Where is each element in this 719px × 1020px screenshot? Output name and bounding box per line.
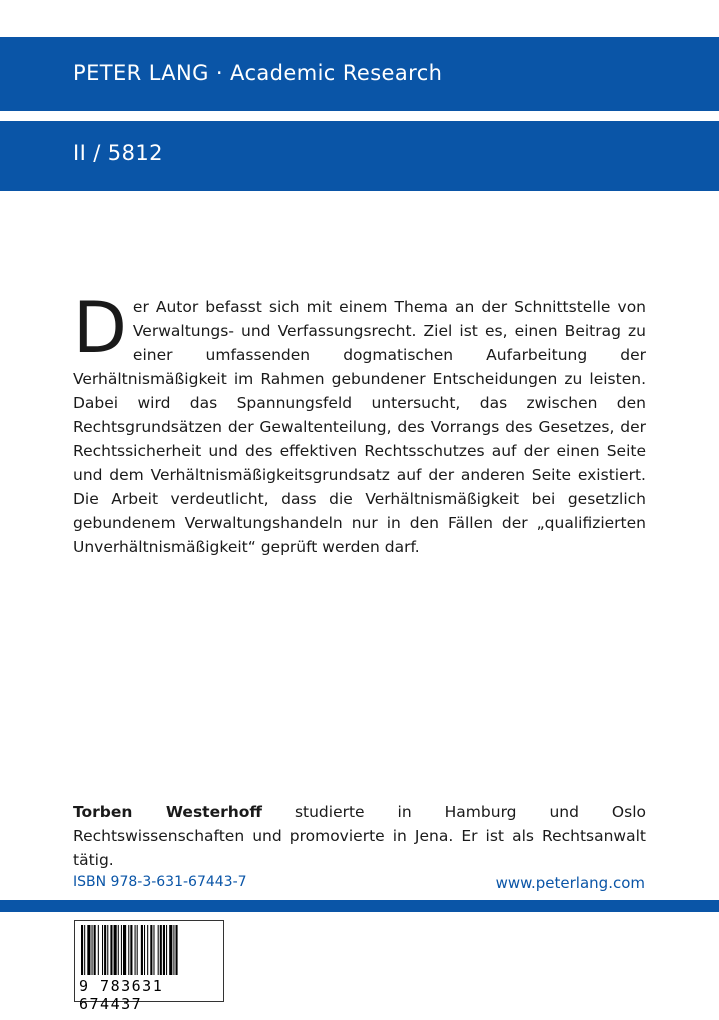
barcode-bar: [110, 925, 112, 975]
footer-band: [0, 900, 719, 912]
barcode-bar: [92, 925, 93, 975]
drop-cap: D: [73, 287, 127, 369]
series-number: II / 5812: [73, 141, 163, 165]
barcode-bar: [166, 925, 167, 975]
website-link[interactable]: www.peterlang.com: [495, 874, 645, 892]
barcode-bar: [137, 925, 138, 975]
author-bio-text: studierte in Hamburg und Oslo Rechtswissenschaften und promovierte in Jena. Er ist als Rechtsanwalt tätig.: [73, 803, 646, 869]
barcode-bar: [123, 925, 126, 975]
barcode-bar: [147, 925, 148, 975]
blurb-text: er Autor befasst sich mit einem Thema an der Schnittstelle von Verwaltungs- und Verfassungsrecht. Ziel ist es, einen Beitrag zu einer umfassenden dogmatischen Aufarbeitung der Verhältnismäßigkeit im Rahmen gebundener Entscheidungen zu leisten. Dabei wird das Spannungsfeld untersucht, das zwischen den Rechtsgrundsätzen der Gewaltenteilung, des Vorrangs des Gesetzes, der Rechtssicherheit und des effektiven Rechtsschutzes auf der einen Seite und dem Verhältnismäßigkeitsgrundsatz auf der anderen Seite existiert. Die Arbeit verdeutlicht, dass die Verhältnismäßigkeit bei gesetzlich gebundenem Verwaltungshandeln nur in den Fällen der „qualifizierten Unverhältnismäßigkeit“ geprüft werden darf.: [73, 298, 646, 556]
barcode-bar: [107, 925, 108, 975]
barcode-bar: [176, 925, 178, 975]
author-name: Torben Westerhoff: [73, 803, 262, 821]
isbn-text: ISBN 978-3-631-67443-7: [73, 874, 247, 890]
publisher-header-band: [0, 37, 719, 111]
barcode-bar: [160, 925, 162, 975]
publisher-line: PETER LANG · Academic Research: [73, 61, 443, 85]
barcode-bar: [118, 925, 119, 975]
barcode-bar: [158, 925, 159, 975]
barcode-bar: [135, 925, 136, 975]
barcode-digits: 9 783631 674437: [79, 977, 164, 1013]
barcode-bar: [163, 925, 165, 975]
barcode-bar: [128, 925, 129, 975]
barcode-bar: [141, 925, 143, 975]
barcode-bar: [121, 925, 122, 975]
barcode-bar: [130, 925, 132, 975]
series-band: [0, 121, 719, 191]
barcode-bar: [150, 925, 152, 975]
barcode: [74, 920, 224, 1013]
barcode-bar: [173, 925, 174, 975]
barcode-bar: [169, 925, 172, 975]
author-bio: [73, 800, 646, 872]
barcode-bar: [84, 925, 85, 975]
barcode-bar: [144, 925, 145, 975]
barcode-bar: [102, 925, 103, 975]
barcode-bar: [81, 925, 83, 975]
barcode-bar: [114, 925, 117, 975]
barcode-bar: [94, 925, 96, 975]
book-blurb: [73, 287, 646, 559]
barcode-bar: [87, 925, 90, 975]
barcode-bar: [153, 925, 154, 975]
barcode-bars: [79, 925, 219, 975]
barcode-bar: [104, 925, 106, 975]
barcode-bar: [98, 925, 99, 975]
